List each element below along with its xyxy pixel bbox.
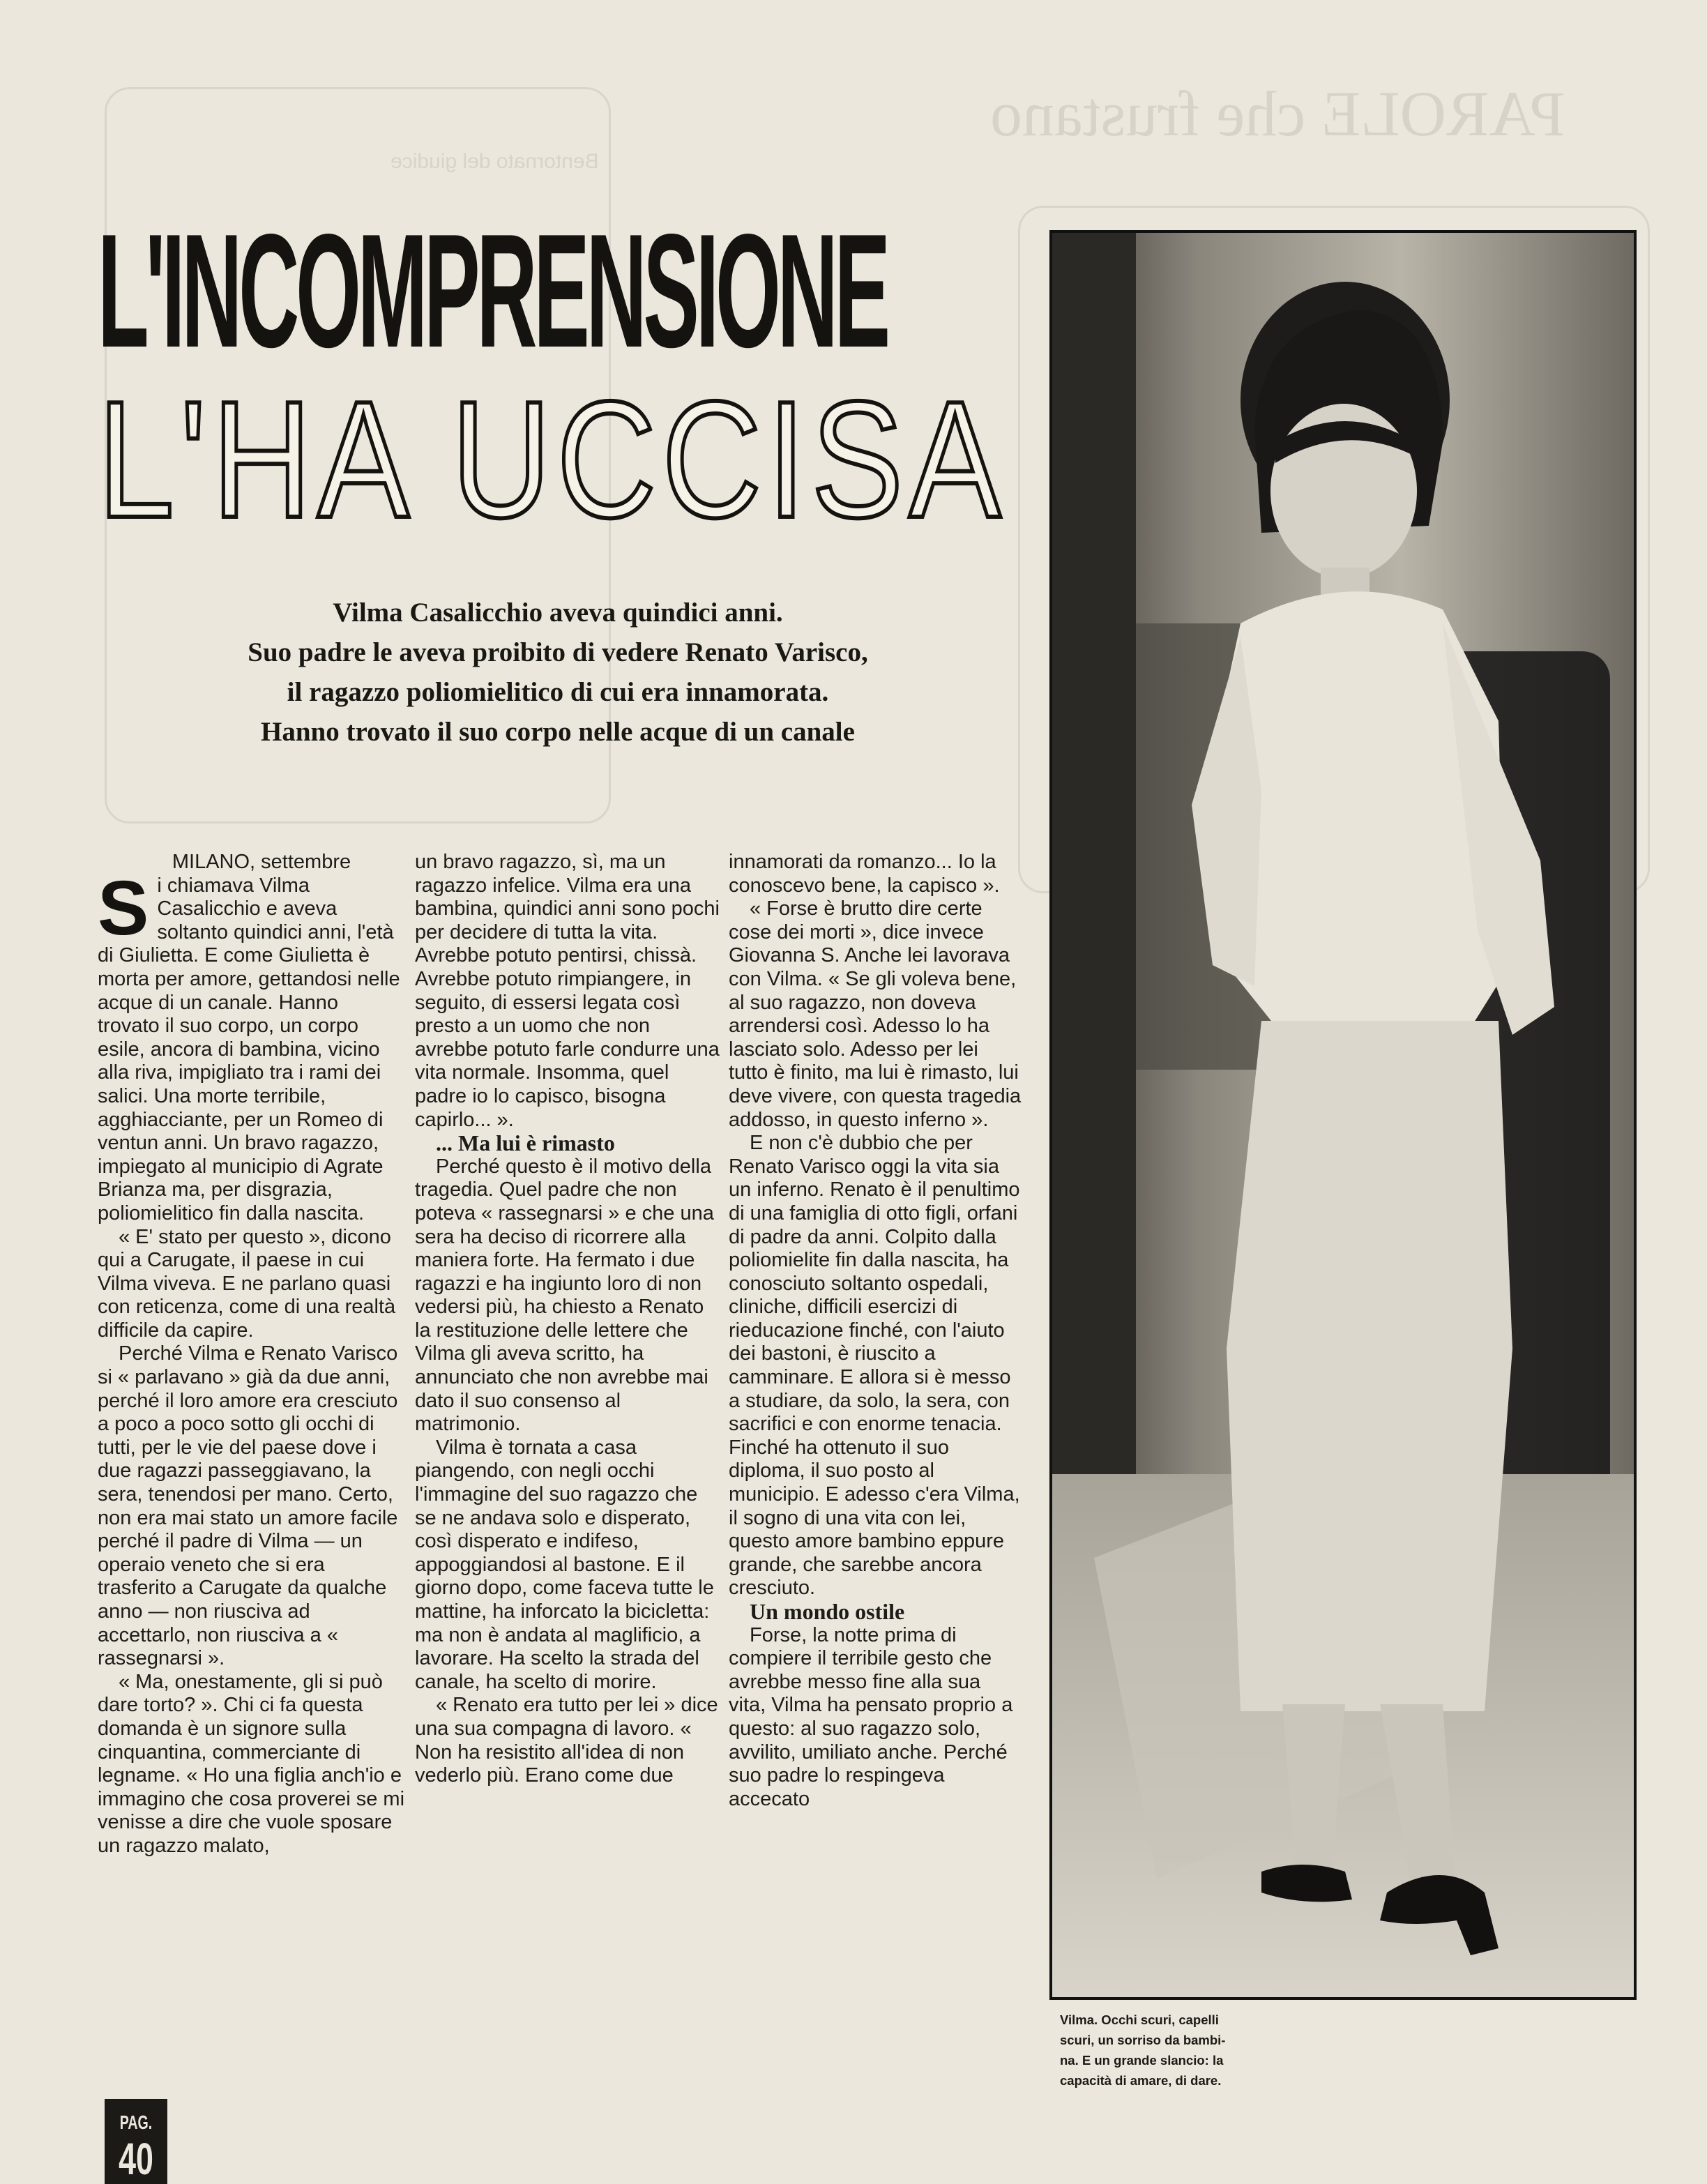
article-paragraph: « Renato era tutto per lei » dice una sua compagna di lavoro. « Non ha resistito all'idea di non vederlo più. Erano come due xyxy=(415,1694,718,1787)
article-paragraph: Vilma è tornata a casa piangendo, con negli occhi l'immagine del suo ragazzo che se ne andava solo e disperato, così disperato e indifeso, appoggiandosi al bastone. E il giorno dopo, come faceva tutte le mattine, ha inforcato la bicicletta: ma non è andata al maglificio, a lavorare. Ha scelto la strada del canale, ha scelto di morire. xyxy=(415,1436,714,1693)
drop-cap: S xyxy=(98,865,149,951)
article-paragraph: Forse, la notte prima di compiere il terribile gesto che avrebbe messo fine alla sua vita, Vilma ha pensato proprio a questo: al suo ragazzo solo, avvilito, umiliato anche. Perché suo padre lo respingeva accecato xyxy=(729,1623,1013,1810)
headline-line1: L'INCOMPRENSIONE xyxy=(98,201,887,381)
photo-vilma xyxy=(1049,230,1637,2000)
caption-line: capacità di amare, di dare. xyxy=(1060,2073,1222,2088)
article-paragraph: un bravo ragazzo, sì, ma un ragazzo infelice. Vilma era una bambina, quindici anni sono pochi per decidere di tutta la vita. Avrebbe potuto pentirsi, chissà. Avrebbe potuto rimpiangere, in seguito, di essersi legata così presto a un uomo che non avrebbe potuto farle condurre una vita normale. Insomma, quel padre io lo capisco, bisogna capirlo... ». xyxy=(415,851,720,1131)
subhead-line: Vilma Casalicchio aveva quindici anni. xyxy=(333,598,783,628)
ghost-title: PAROLE che frustano xyxy=(990,78,1565,149)
caption-line: scuri, un sorriso da bambi- xyxy=(1060,2033,1226,2047)
article-column-3 xyxy=(729,851,1022,1811)
subhead-line: Suo padre le aveva proibito di vedere Renato Varisco, xyxy=(248,637,868,667)
article-column-1 xyxy=(98,851,404,1858)
caption-line: na. E un grande slancio: la xyxy=(1060,2053,1224,2068)
article-paragraph: « E' stato per questo », dicono qui a Carugate, il paese in cui Vilma viveva. E ne parlano quasi con reticenza, come di una realtà difficile da capire. xyxy=(98,1225,396,1342)
section-heading: ... Ma lui è rimasto xyxy=(436,1130,615,1156)
subhead-line: il ragazzo poliomielitico di cui era innamorata. xyxy=(287,677,829,707)
lead-text: i chiamava Vilma Casalicchio e aveva soltanto quindici anni, l'età di Giulietta. E come Giulietta è morta per amore, gettandosi nelle acque di un canale. Hanno trovato il suo corpo, un corpo esile, ancora di bambina, vicino alla riva, impigliato tra i rami dei salici. Una morte terribile, agghiacciante, per un Romeo di ventun anni. Un bravo ragazzo, impiegato al municipio di Agrate Brianza ma, per disgrazia, poliomielitico fin dalla nascita. xyxy=(98,874,400,1224)
article-paragraph xyxy=(98,865,404,1226)
headline-line2: L'HA UCCISA xyxy=(98,367,1007,552)
page-number-tab xyxy=(105,2099,167,2184)
caption-line: Vilma. Occhi scuri, capelli xyxy=(1060,2012,1219,2027)
article-paragraph: Perché Vilma e Renato Varisco si « parlavano » già da due anni, perché il loro amore era cresciuto a poco a poco sotto gli occhi di tutti, per le vie del paese dove i due ragazzi passeggiavano, la sera, tenendosi per mano. Certo, non era mai stato un amore facile perché il padre di Vilma — un operaio veneto che si era trasferito a Carugate da qualche anno — non riusciva ad accettarlo, non riusciva a « rassegnarsi ». xyxy=(98,1342,398,1670)
article-paragraph: E non c'è dubbio che per Renato Varisco oggi la vita sia un inferno. Renato è il penultimo di una famiglia di otto figli, orfani di padre da anni. Colpito dalla poliomielite fin dalla nascita, ha conosciuto soltanto ospedali, cliniche, difficili esercizi di rieducazione finché, con l'aiuto dei bastoni, è riuscito a camminare. E allora si è messo a studiare, da solo, la sera, con sacrifici e con enorme tenacia. Finché ha ottenuto il suo diploma, il suo posto al municipio. E adesso c'era Vilma, il sogno di una vita con lei, questo amore bambino eppure grande, che sarebbe ancora cresciuto. xyxy=(729,1132,1020,1600)
dateline: MILANO, settembre xyxy=(172,851,351,873)
section-heading: Un mondo ostile xyxy=(750,1599,905,1624)
subhead-line: Hanno trovato il suo corpo nelle acque di un canale xyxy=(261,717,855,747)
ghost-box-title: Bentornato del giudice xyxy=(390,150,599,173)
subhead xyxy=(98,593,1018,752)
photo-caption xyxy=(1060,2010,1290,2091)
page-label: PAG. xyxy=(119,2111,153,2133)
article-column-2 xyxy=(415,851,722,1788)
article-paragraph: « Forse è brutto dire certe cose dei morti », dice invece Giovanna S. Anche lei lavorava con Vilma. « Se gli voleva bene, al suo ragazzo, non doveva arrendersi così. Adesso lo ha lasciato solo. Adesso per lei tutto è finito, ma lui è rimasto, lui deve vivere, con questa tragedia addosso, in questo inferno ». xyxy=(729,897,1022,1131)
article-paragraph: innamorati da romanzo... Io la conoscevo bene, la capisco ». xyxy=(729,851,1000,897)
article-paragraph: Perché questo è il motivo della tragedia. Quel padre che non poteva « rassegnarsi » e che una sera ha deciso di ricorrere alla maniera forte. Ha fermato i due ragazzi e ha ingiunto loro di non vedersi più, ha chiesto a Renato la restituzione delle lettere che Vilma gli aveva scritto, ha annunciato che non avrebbe mai dato il suo consenso al matrimonio. xyxy=(415,1155,714,1436)
page-number: 40 xyxy=(119,2134,153,2184)
article-paragraph: « Ma, onestamente, gli si può dare torto? ». Chi ci fa questa domanda è un signore sulla cinquantina, commerciante di legname. « Ho una figlia anch'io e immagino che cosa proverei se mi venisse a dire che vuole sposare un ragazzo malato, xyxy=(98,1670,405,1857)
